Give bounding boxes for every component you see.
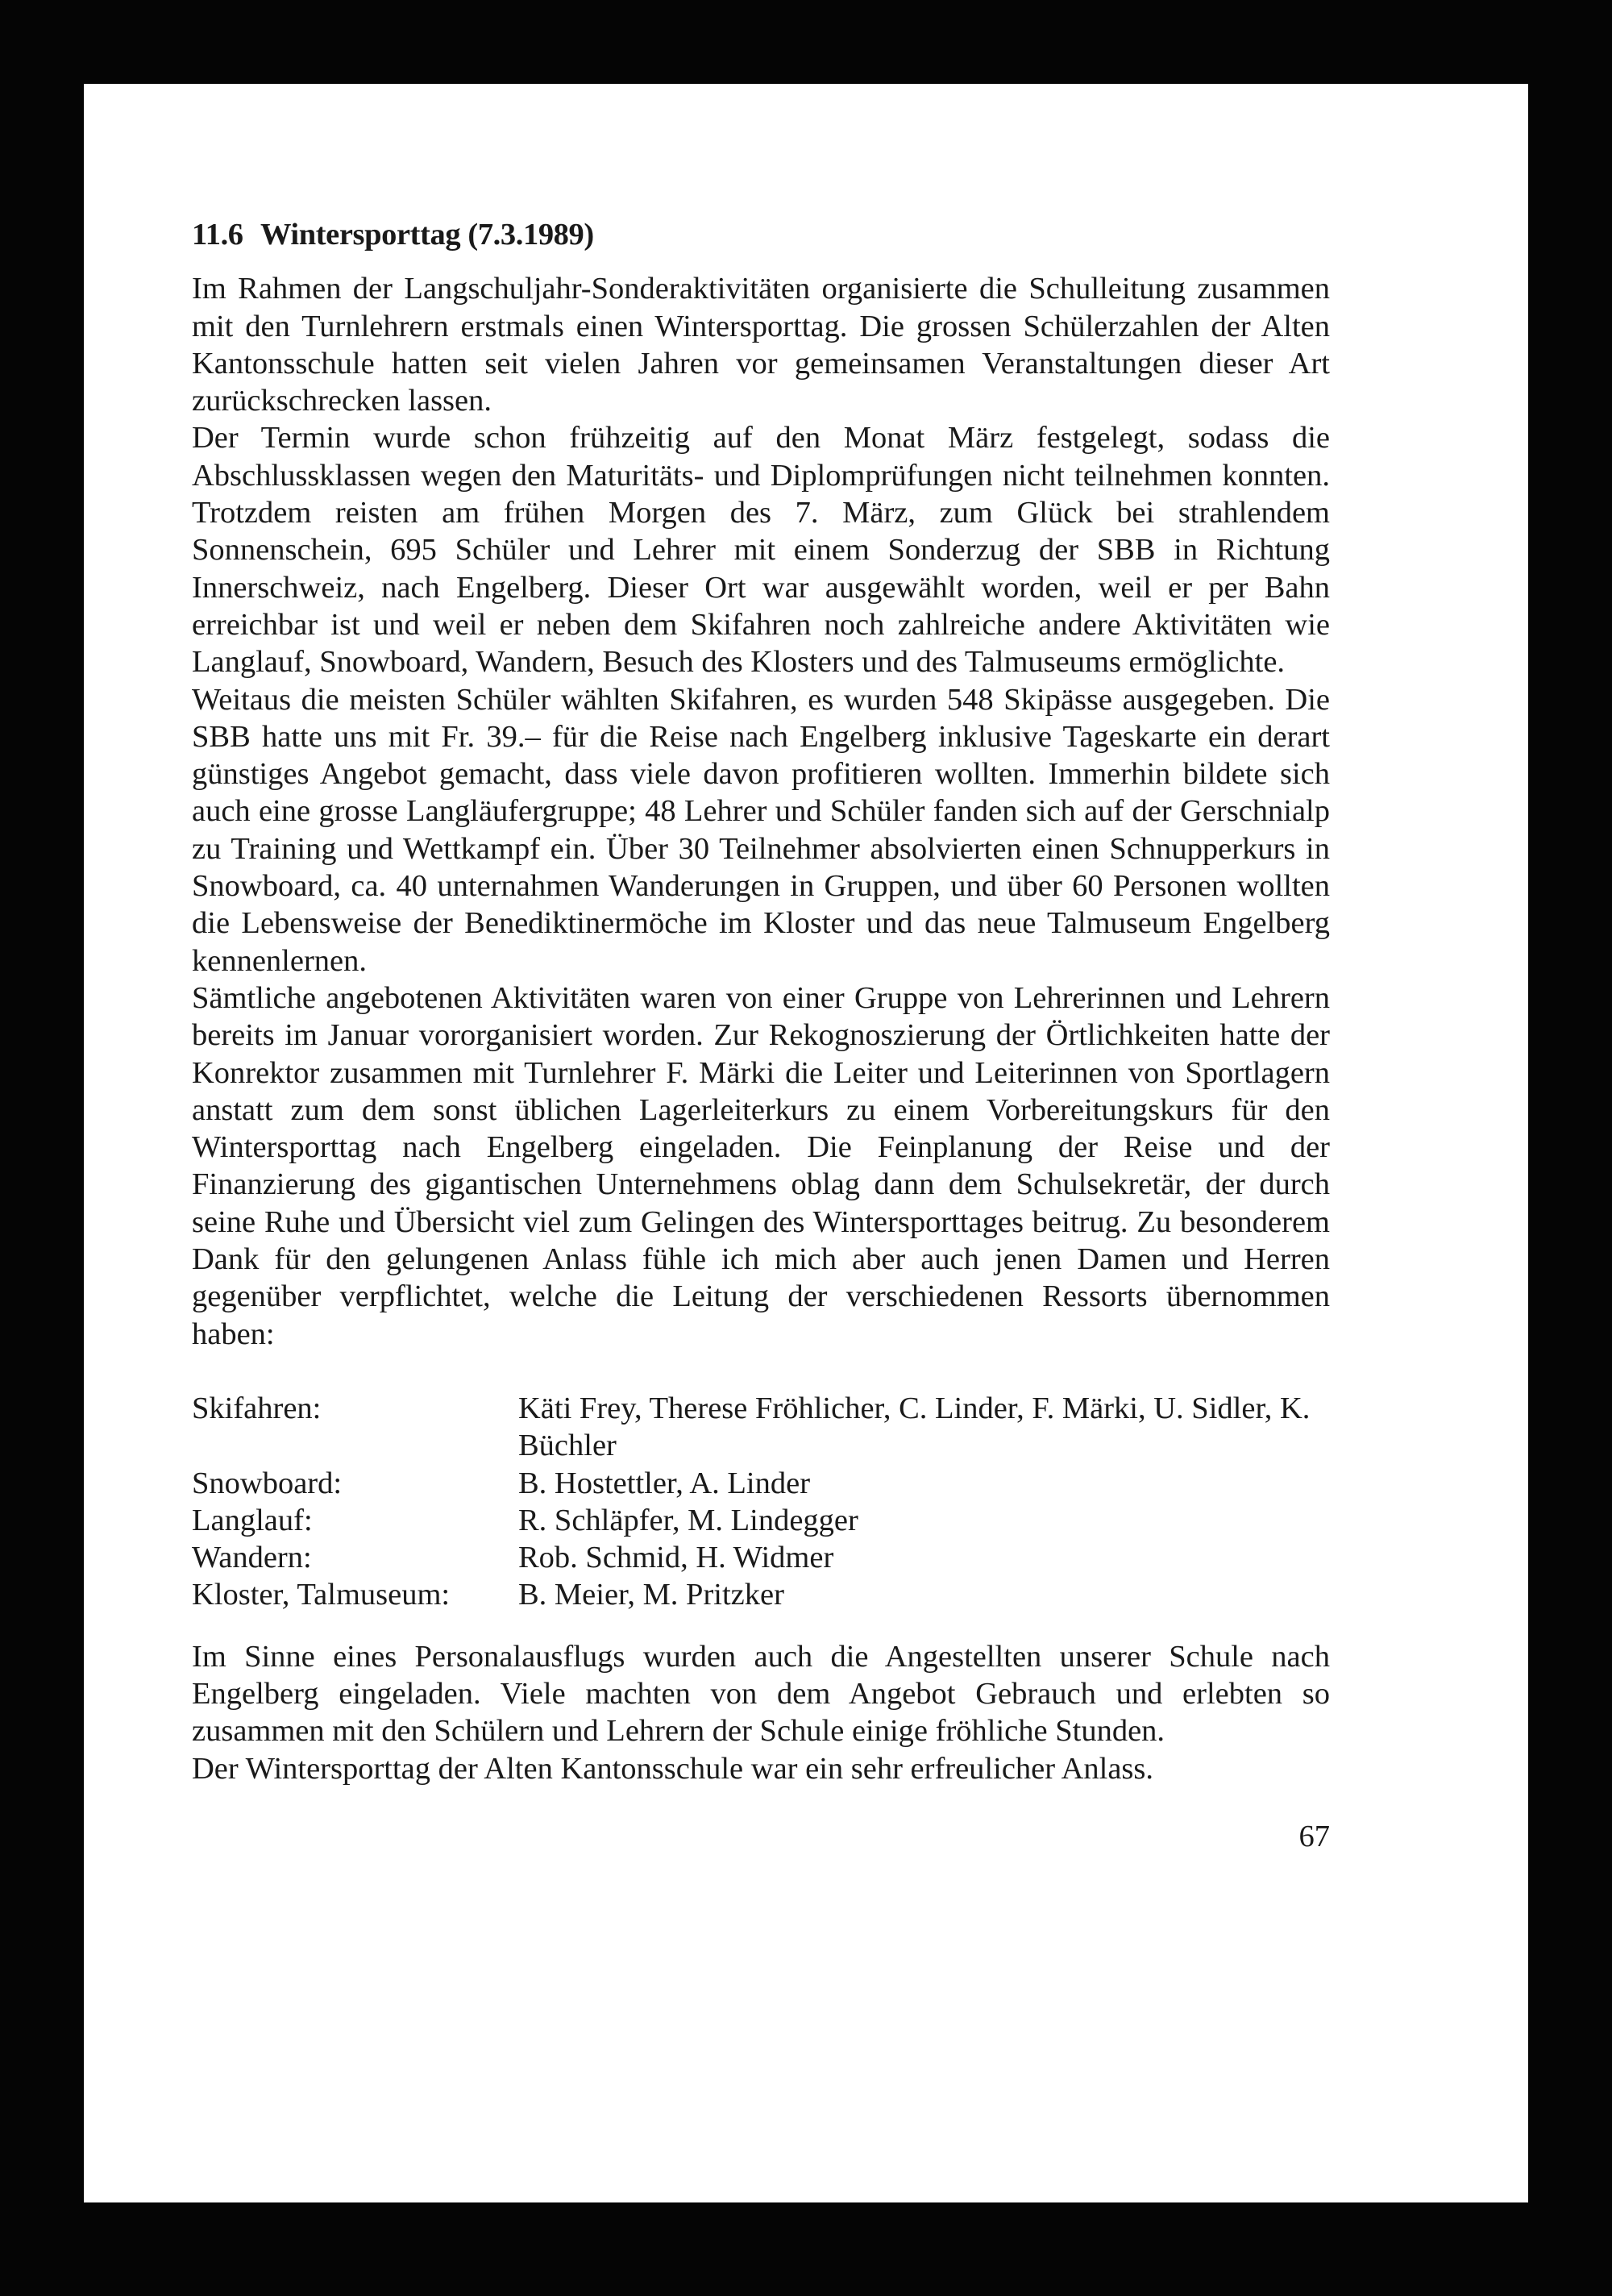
- activity-label: Wandern:: [192, 1541, 312, 1575]
- section-title: Wintersporttag (7.3.1989): [260, 218, 594, 252]
- activity-leaders: Rob. Schmid, H. Widmer: [518, 1541, 834, 1575]
- paragraph-conclusion: Der Wintersporttag der Alten Kantonsschule war ein sehr erfreulicher Anlass.: [192, 1751, 1153, 1786]
- responsibilities-list: [192, 1390, 1330, 1614]
- text-column: [192, 216, 1330, 1855]
- activity-leaders: Käti Frey, Therese Fröhlicher, C. Linder, F. Märki, U. Sidler, K. Büchler: [518, 1391, 1311, 1463]
- paragraph-activities: Weitaus die meisten Schüler wählten Skifahren, es wurden 548 Skipässe ausgegeben. Die SBB hatte uns mit Fr. 39.– für die Reise nach Engelberg inklusive Tageskarte ein derart günstiges Angebot gemacht, dass viele davon profitieren wollten. Immerhin bildete sich auch eine grosse Langläufergruppe; 48 Lehrer und Schüler fanden sich auf der Gerschnialp zu Training und Wettkampf ein. Über 30 Teilnehmer absolvierten einen Schnupperkurs in Snowboard, ca. 40 unternahmen Wanderungen in Gruppen, und über 60 Personen wollten die Lebensweise der Benediktinermöche im Kloster und das neue Talmuseum Engelberg kennenlernen.: [192, 682, 1330, 978]
- responsibility-row: [192, 1390, 1330, 1465]
- paragraph-staff-outing: Im Sinne eines Personalausflugs wurden auch die Angestellten unserer Schule nach Engelberg eingeladen. Viele machten von dem Angebot Gebrauch und erlebten so zusammen mit den Schülern und Lehrern der Schule einige fröhliche Stunden.: [192, 1639, 1330, 1749]
- activity-label: Snowboard:: [192, 1466, 343, 1500]
- responsibility-row: [192, 1502, 1330, 1539]
- document-page: [84, 84, 1528, 2202]
- activity-leaders: R. Schläpfer, M. Lindegger: [518, 1503, 858, 1537]
- activity-leaders: B. Hostettler, A. Linder: [518, 1466, 811, 1500]
- paragraph-intro: Im Rahmen der Langschuljahr-Sonderaktivitäten organisierte die Schulleitung zusammen mit den Turnlehrern erstmals einen Wintersporttag. Die grossen Schülerzahlen der Alten Kantonsschule hatten seit vielen Jahren vor gemeinsamen Veranstaltungen dieser Art zurückschrecken lassen.: [192, 272, 1330, 418]
- responsibility-row: [192, 1465, 1330, 1502]
- responsibility-row: [192, 1539, 1330, 1576]
- paragraph-date-and-travel: Der Termin wurde schon frühzeitig auf den Monat März festgelegt, sodass die Abschlussklassen wegen den Maturitäts- und Diplomprüfungen nicht teilnehmen konnten. Trotzdem reisten am frühen Morgen des 7. März, zum Glück bei strahlendem Sonnenschein, 695 Schüler und Lehrer mit einem Sonderzug der SBB in Richtung Innerschweiz, nach Engelberg. Dieser Ort war ausgewählt worden, weil er per Bahn erreichbar ist und weil er neben dem Skifahren noch zahlreiche andere Aktivitäten wie Langlauf, Snowboard, Wandern, Besuch des Klosters und des Talmuseums ermöglichte.: [192, 421, 1330, 680]
- activity-leaders: B. Meier, M. Pritzker: [518, 1578, 784, 1612]
- responsibility-row: [192, 1576, 1330, 1613]
- activity-label: Skifahren:: [192, 1391, 322, 1425]
- section-heading: [192, 216, 1330, 253]
- activity-label: Kloster, Talmuseum:: [192, 1578, 451, 1612]
- activity-label: Langlauf:: [192, 1503, 313, 1537]
- paragraph-organisation: Sämtliche angebotenen Aktivitäten waren von einer Gruppe von Lehrerinnen und Lehrern bereits im Januar vororganisiert worden. Zur Rekognoszierung der Örtlichkeiten hatte der Konrektor zusammen mit Turnlehrer F. Märki die Leiter und Leiterinnen von Sportlagern anstatt zum dem sonst üblichen Lagerleiterkurs zu einem Vorbereitungskurs für den Wintersporttag nach Engelberg eingeladen. Die Feinplanung der Reise und der Finanzierung des gigantischen Unternehmens oblag dann dem Schulsekretär, der durch seine Ruhe und Übersicht viel zum Gelingen des Wintersporttages beitrug. Zu besonderem Dank für den gelungenen Anlass fühle ich mich aber auch jenen Damen und Herren gegenüber verpflichtet, welche die Leitung der verschiedenen Ressorts übernommen haben:: [192, 980, 1330, 1351]
- section-number: 11.6: [192, 218, 243, 252]
- page-number: 67: [1298, 1819, 1330, 1853]
